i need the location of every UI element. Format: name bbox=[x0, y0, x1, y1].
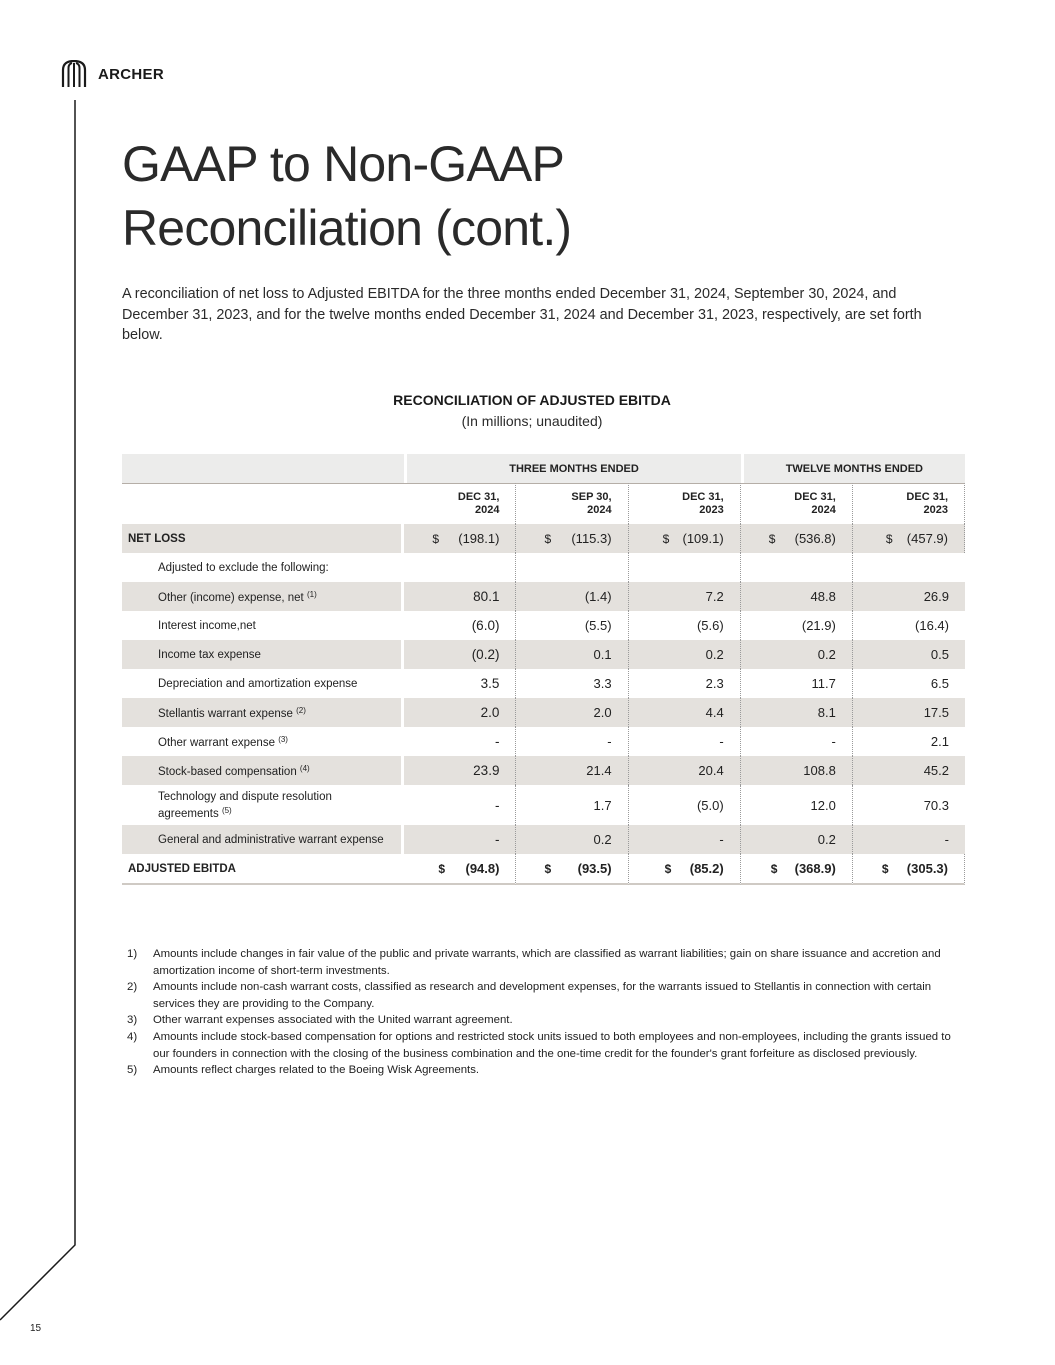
value-cell: 0.1 bbox=[516, 640, 628, 669]
table-row bbox=[122, 611, 965, 640]
footnote-text: Amounts reflect charges related to the Boeing Wisk Agreements. bbox=[153, 1064, 480, 1077]
table-row bbox=[122, 669, 965, 698]
currency-symbol: $ bbox=[664, 861, 672, 876]
value-cell: (1.4) bbox=[516, 582, 628, 611]
column-header-label bbox=[122, 483, 404, 524]
logo-text: ARCHER bbox=[98, 65, 164, 83]
row-label: General and administrative warrant expense bbox=[122, 825, 404, 854]
value-cell: (5.0) bbox=[629, 785, 741, 825]
table-row-adjust-heading bbox=[122, 553, 965, 582]
value-cell: (16.4) bbox=[915, 618, 949, 633]
footnote-marker: 1) bbox=[127, 948, 138, 960]
currency-symbol: $ bbox=[885, 531, 893, 546]
column-header: DEC 31, 2024 bbox=[404, 483, 516, 524]
page-number: 15 bbox=[30, 1323, 42, 1334]
archer-logo-icon bbox=[60, 60, 88, 88]
value-cell: $ (368.9) bbox=[741, 854, 853, 885]
row-label: Interest income,net bbox=[158, 619, 256, 632]
footnote-marker: 5) bbox=[127, 1064, 138, 1077]
currency-symbol: $ bbox=[768, 531, 776, 546]
value-cell: 48.8 bbox=[741, 582, 853, 611]
row-label: Income tax expense bbox=[122, 640, 404, 669]
footnote-item bbox=[122, 1029, 952, 1062]
footnote-item bbox=[122, 979, 952, 1012]
value-cell: 26.9 bbox=[853, 582, 965, 611]
value-cell: 3.3 bbox=[516, 669, 628, 698]
table-row bbox=[122, 756, 965, 785]
value-cell: $ (198.1) bbox=[404, 524, 516, 553]
value-cell: 108.8 bbox=[741, 756, 853, 785]
row-label: Stock-based compensation $^{(4)}$ bbox=[122, 756, 404, 785]
footnote-ref: (3) bbox=[278, 734, 288, 744]
value-cell: 0.2 bbox=[516, 825, 628, 854]
footnote-ref: (5) bbox=[221, 805, 232, 815]
value-cell: 1.7 bbox=[516, 785, 628, 825]
group-header-twelve-months: TWELVE MONTHS ENDED bbox=[741, 454, 965, 483]
value-cell: 2.0 bbox=[516, 698, 628, 727]
value-cell: $ (94.8) bbox=[404, 854, 516, 885]
value-cell: 0.2 bbox=[629, 640, 741, 669]
table-row bbox=[122, 785, 965, 825]
row-label: Depreciation and amortization expense bbox=[158, 677, 358, 690]
value-cell: 8.1 bbox=[741, 698, 853, 727]
column-header: DEC 31, 2024 bbox=[741, 483, 853, 524]
table-row bbox=[122, 582, 965, 611]
currency-symbol: $ bbox=[770, 861, 778, 876]
value-cell: $ (457.9) bbox=[853, 524, 965, 553]
value-cell: - bbox=[629, 825, 741, 854]
footnote-item bbox=[122, 1062, 952, 1079]
value-cell: - bbox=[404, 825, 516, 854]
value-cell: 80.1 bbox=[404, 582, 516, 611]
value-cell: $ (85.2) bbox=[629, 854, 741, 885]
value-cell: 0.2 bbox=[741, 825, 853, 854]
page-title bbox=[122, 132, 822, 260]
value-cell: $ (93.5) bbox=[516, 854, 628, 885]
value-cell: - bbox=[404, 785, 516, 825]
value-cell: 70.3 bbox=[923, 797, 949, 813]
value-cell: 3.5 bbox=[404, 669, 516, 698]
footnote-ref: (1) bbox=[306, 589, 317, 599]
row-label: ADJUSTED EBITDA bbox=[122, 854, 404, 885]
currency-symbol: $ bbox=[881, 861, 889, 876]
header-blank bbox=[122, 454, 404, 483]
column-header: DEC 31, 2023 bbox=[629, 483, 741, 524]
value-cell: 6.5 bbox=[930, 676, 949, 691]
value-cell: - bbox=[853, 825, 965, 854]
title-line-1: GAAP to Non-GAAP bbox=[122, 136, 565, 192]
footnote-item bbox=[122, 1012, 952, 1029]
row-label: Technology and dispute resolution agreements $^{(5)}$ bbox=[158, 790, 332, 820]
value-cell: - bbox=[516, 727, 628, 756]
group-header-three-months: THREE MONTHS ENDED bbox=[404, 454, 740, 483]
footnote-marker: 3) bbox=[127, 1014, 138, 1027]
currency-symbol: $ bbox=[438, 861, 446, 876]
intro-paragraph: A reconciliation of net loss to Adjusted EBITDA for the three months ended December 31, 2024, September 30, 2024, and December 31, 2023, and for the twelve months ended December 31, 2024 and December 31, 2023, respectively, are set forth below. bbox=[122, 286, 922, 343]
value-cell: (0.2) bbox=[404, 640, 516, 669]
value-cell: - bbox=[629, 727, 741, 756]
value-cell: (21.9) bbox=[741, 611, 853, 640]
value-cell: 0.5 bbox=[853, 640, 965, 669]
table-row-adjusted-ebitda bbox=[122, 854, 965, 885]
table-row-net-loss bbox=[122, 524, 965, 553]
value-cell: 12.0 bbox=[741, 785, 853, 825]
value-cell: (5.6) bbox=[629, 611, 741, 640]
currency-symbol: $ bbox=[432, 531, 440, 546]
footnotes-list bbox=[122, 946, 952, 1079]
table-row bbox=[122, 825, 965, 854]
footnote-text: Amounts include stock-based compensation for options and restricted stock units issued to both employees and non-employees, including the grants issued to our founders in connection with the closing of the business combination and the one-time credit for the founder's grant forfeiture as disclosed previously. bbox=[153, 1030, 951, 1060]
currency-symbol: $ bbox=[544, 531, 552, 546]
footnote-text: Amounts include changes in fair value of the public and private warrants, which are classified as warrant liabilities; gain on share issuance and accretion and amortization income of short-term investments. bbox=[153, 948, 941, 977]
value-cell: 2.0 bbox=[404, 698, 516, 727]
value-cell: $ (536.8) bbox=[741, 524, 853, 553]
table-row bbox=[122, 698, 965, 727]
column-header: DEC 31, 2023 bbox=[853, 483, 965, 524]
value-cell: 2.1 bbox=[930, 734, 949, 749]
value-cell: 4.4 bbox=[629, 698, 741, 727]
row-label: NET LOSS bbox=[122, 524, 404, 553]
footnote-text: Other warrant expenses associated with the United warrant agreement. bbox=[153, 1014, 513, 1027]
value-cell: 0.2 bbox=[741, 640, 853, 669]
value-cell: 20.4 bbox=[629, 756, 741, 785]
value-cell: $ (305.3) bbox=[853, 854, 965, 885]
value-cell: 45.2 bbox=[853, 756, 965, 785]
reconciliation-table bbox=[122, 454, 965, 885]
currency-symbol: $ bbox=[662, 531, 670, 546]
footnote-marker: 2) bbox=[127, 981, 138, 994]
title-line-2: Reconciliation (cont.) bbox=[122, 200, 572, 256]
column-header: SEP 30, 2024 bbox=[516, 483, 628, 524]
footnote-text: Amounts include non-cash warrant costs, classified as research and development expenses, for the warrants issued to Stellantis in connection with certain services they are providing to the Company. bbox=[153, 981, 932, 1010]
row-label: Other warrant expense $^{(3)}$ bbox=[158, 734, 288, 749]
footnote-item bbox=[122, 946, 952, 979]
value-cell: 23.9 bbox=[404, 756, 516, 785]
footnote-ref: (2) bbox=[296, 705, 306, 715]
footnote-marker: 4) bbox=[127, 1030, 138, 1043]
value-cell: 11.7 bbox=[741, 669, 853, 698]
value-cell: $ (109.1) bbox=[629, 524, 741, 553]
table-row bbox=[122, 727, 965, 756]
row-label: Other (income) expense, net $^{(1)}$ bbox=[122, 582, 404, 611]
archer-logo bbox=[60, 60, 164, 88]
value-cell: - bbox=[404, 727, 516, 756]
value-cell: 2.3 bbox=[629, 669, 741, 698]
currency-symbol: $ bbox=[544, 861, 552, 876]
value-cell: - bbox=[741, 727, 853, 756]
row-label: Adjusted to exclude the following: bbox=[158, 561, 329, 574]
table-row bbox=[122, 640, 965, 669]
value-cell: 7.2 bbox=[629, 582, 741, 611]
value-cell: 21.4 bbox=[516, 756, 628, 785]
value-cell: $ (115.3) bbox=[516, 524, 628, 553]
table-title: RECONCILIATION OF ADJUSTED EBITDA bbox=[393, 392, 671, 408]
value-cell: 17.5 bbox=[853, 698, 965, 727]
footnote-ref: (4) bbox=[299, 763, 310, 773]
value-cell: (5.5) bbox=[516, 611, 628, 640]
table-subtitle: (In millions; unaudited) bbox=[461, 413, 603, 429]
row-label: Stellantis warrant expense $^{(2)}$ bbox=[122, 698, 404, 727]
value-cell: (6.0) bbox=[404, 611, 516, 640]
